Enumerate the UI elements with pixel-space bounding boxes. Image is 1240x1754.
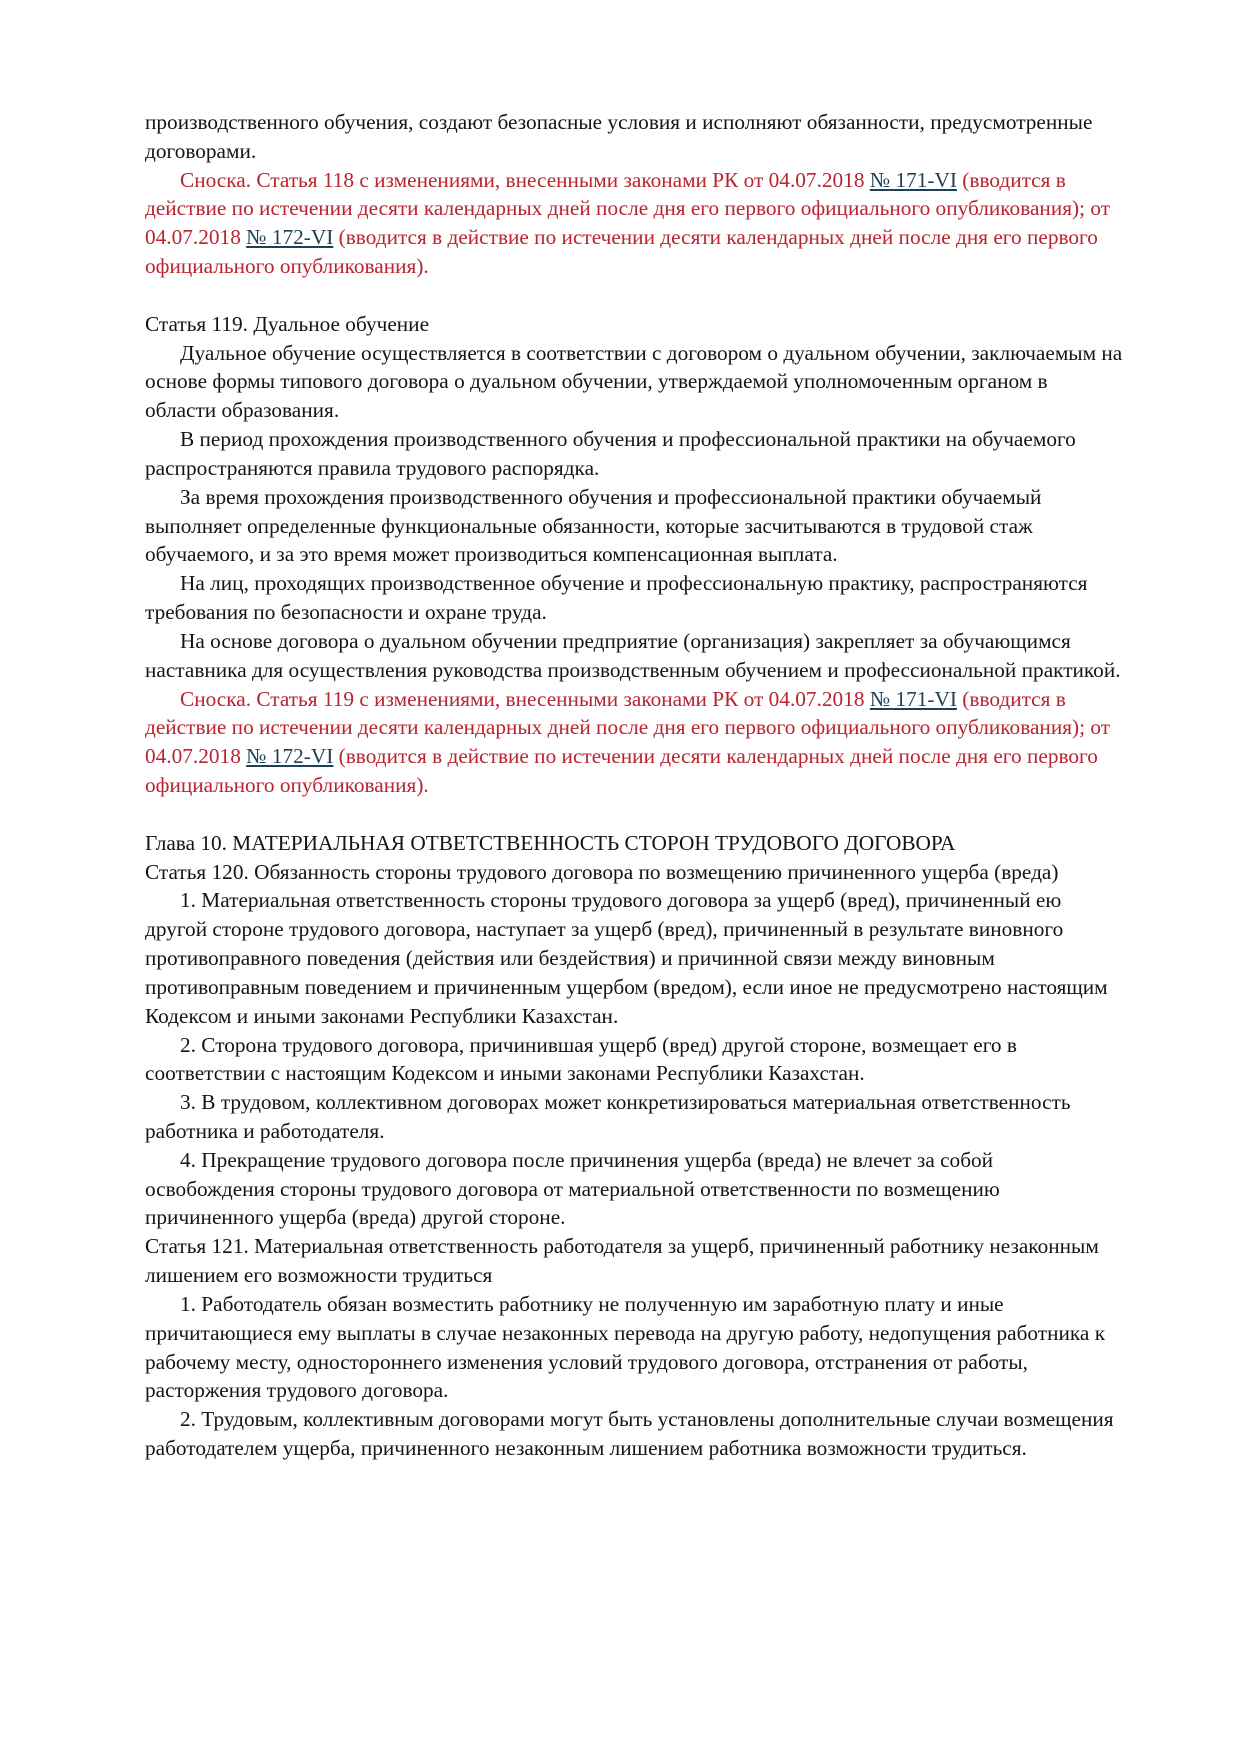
footnote-paragraph-text: (вводится в действие по истечении десяти календарных дней после дня его первого официального опубликования); от 04.07.2018 [145,167,1111,250]
body-paragraph-text: 2. Сторона трудового договора, причинившая ущерб (вред) другой стороне, возмещает его в соответствии с настоящим Кодексом и иными законами Республики Казахстан. [145,1032,1017,1086]
article-heading [145,1232,1123,1290]
law-link-171-vi[interactable]: № 171-VI [869,167,957,192]
document-content [145,108,1123,1463]
article-heading [145,310,1123,339]
law-link-172-vi[interactable]: № 172-VI [246,744,334,769]
article-heading-text: Статья 121. Материальная ответственность работодателя за ущерб, причиненный работнику незаконным лишением его возможности трудиться [145,1234,1099,1288]
body-paragraph-text: 3. В трудовом, коллективном договорах может конкретизироваться материальная ответственность работника и работодателя. [145,1090,1071,1143]
footnote-paragraph-text: Сноска. Статья 119 с изменениями, внесенными законами РК от 04.07.2018 [180,686,870,711]
law-link-172-vi[interactable]: № 172-VI [246,225,334,250]
body-paragraph [145,339,1123,425]
body-paragraph-text: 2. Трудовым, коллективным договорами могут быть установлены дополнительные случаи возмещения работодателем ущерба, причиненного незаконным лишением работника возможности трудиться. [145,1407,1114,1461]
law-link-171-vi[interactable]: № 171-VI [869,686,957,711]
body-paragraph-text: 1. Материальная ответственность стороны трудового договора за ущерб (вред), причиненный ею другой стороне трудового договора, наступает за ущерб (вред), причиненный в результате виновного противоправного поведения (действия или бездействия) и причинной связи между виновным противоправным поведением и причиненным ущербом (вредом), если иное не предусмотрено настоящим Кодексом и иными законами Республики Казахстан. [145,888,1108,1028]
blank-line [145,800,1123,829]
article-heading-text: Статья 119. Дуальное обучение [145,311,430,336]
footnote-paragraph [145,166,1123,281]
body-paragraph-text: Дуальное обучение осуществляется в соответствии с договором о дуальном обучении, заключаемым на основе формы типового договора о дуальном обучении, утверждаемой уполномоченным органом в области образования. [145,340,1123,423]
body-paragraph-text: 4. Прекращение трудового договора после причинения ущерба (вреда) не влечет за собой освобождения стороны трудового договора от материальной ответственности по возмещению причиненного ущерба (вреда) другой стороне. [145,1147,1000,1230]
body-paragraph [145,483,1123,569]
body-paragraph [145,1290,1123,1405]
body-paragraph [145,627,1123,685]
body-paragraph-text: производственного обучения, создают безопасные условия и исполняют обязанности, предусмотренные договорами. [145,110,1093,163]
body-paragraph [145,569,1123,627]
body-paragraph [145,108,1123,166]
footnote-paragraph-text: Сноска. Статья 118 с изменениями, внесенными законами РК от 04.07.2018 [180,167,870,192]
body-paragraph [145,425,1123,483]
body-paragraph [145,1031,1123,1089]
footnote-paragraph-text: (вводится в действие по истечении десяти календарных дней после дня его первого официального опубликования); от 04.07.2018 [145,686,1111,769]
blank-line [145,281,1123,310]
article-heading [145,858,1123,887]
body-paragraph-text: На основе договора о дуальном обучении предприятие (организация) закрепляет за обучающимся наставника для осуществления руководства производственным обучением и профессиональной практикой. [145,628,1121,682]
article-heading-text: Статья 120. Обязанность стороны трудового договора по возмещению причиненного ущерба (вреда) [145,859,1059,884]
chapter-heading [145,829,1123,858]
body-paragraph-text: За время прохождения производственного обучения и профессиональной практики обучаемый выполняет определенные функциональные обязанности, которые засчитываются в трудовой стаж обучаемого, и за это время может производиться компенсационная выплата. [145,484,1042,567]
body-paragraph-text: 1. Работодатель обязан возместить работнику не полученную им заработную плату и иные причитающиеся ему выплаты в случае незаконных перевода на другую работу, недопущения работника к рабочему месту, одностороннего изменения условий трудового договора, отстранения от работы, расторжения трудового договора. [145,1291,1106,1403]
footnote-paragraph-text: (вводится в действие по истечении десяти календарных дней после дня его первого официального опубликования). [145,225,1098,279]
chapter-heading-text: Глава 10. МАТЕРИАЛЬНАЯ ОТВЕТСТВЕННОСТЬ СТОРОН ТРУДОВОГО ДОГОВОРА [145,830,956,855]
body-paragraph-text: В период прохождения производственного обучения и профессиональной практики на обучаемого распространяются правила трудового распорядка. [145,427,1076,480]
footnote-paragraph [145,685,1123,800]
body-paragraph [145,1088,1123,1146]
body-paragraph-text: На лиц, проходящих производственное обучение и профессиональную практику, распространяются требования по безопасности и охране труда. [145,571,1088,625]
footnote-paragraph-text: (вводится в действие по истечении десяти календарных дней после дня его первого официального опубликования). [145,744,1098,798]
body-paragraph [145,1405,1123,1463]
body-paragraph [145,886,1123,1030]
body-paragraph [145,1146,1123,1232]
